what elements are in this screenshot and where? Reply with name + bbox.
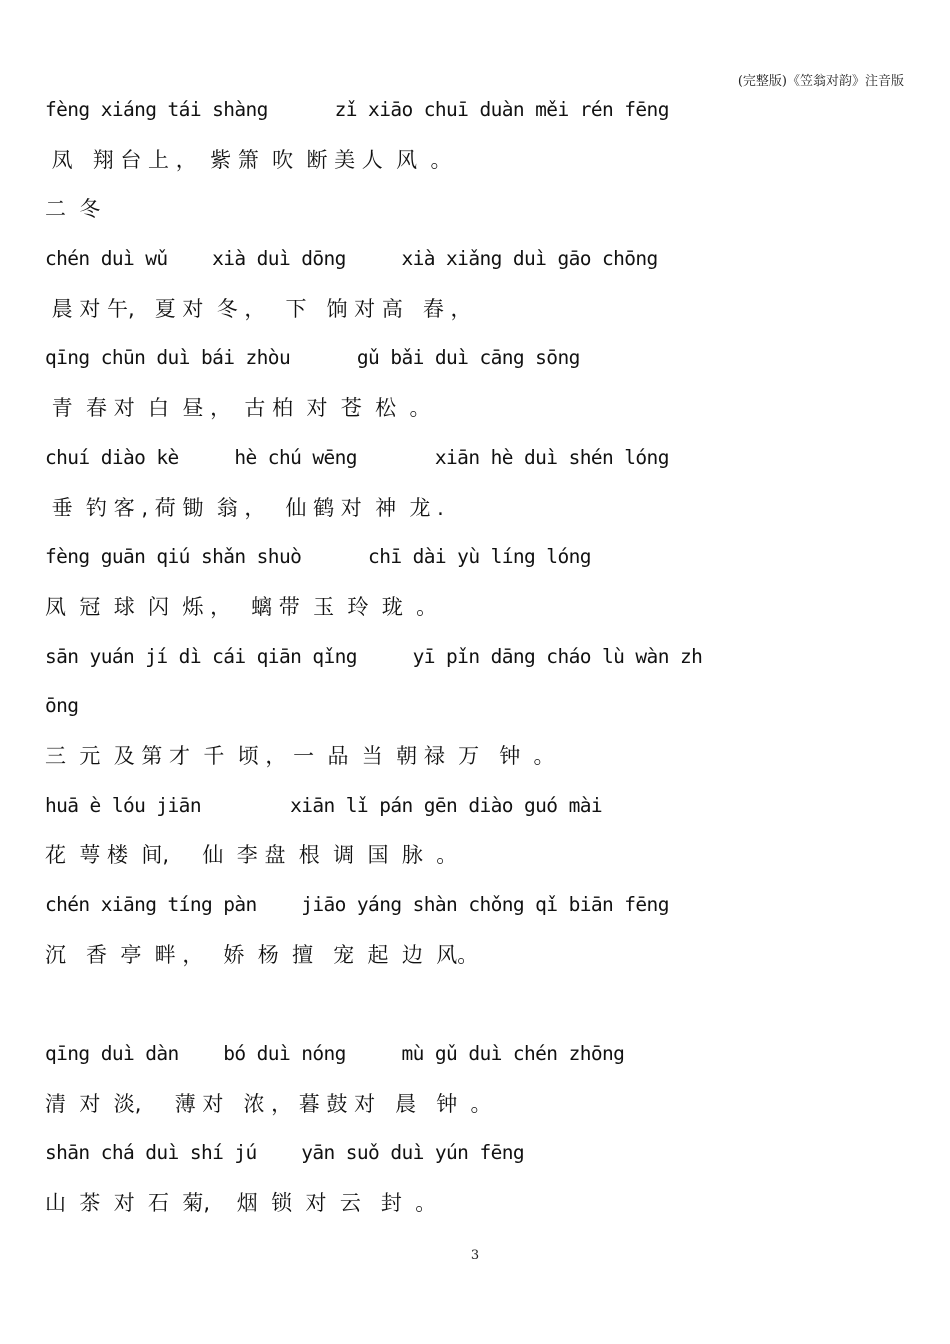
- pinyin-line: huā è lóu jiān xiān lǐ pán gēn diào guó mài: [45, 793, 602, 817]
- hanzi-line: 沉 香 亭 畔 ， 娇 杨 擅 宠 起 边 风。: [45, 942, 479, 967]
- pinyin-line-continued: ōng: [45, 694, 79, 718]
- pinyin-line: chén xiāng tíng pàn jiāo yáng shàn chǒng qǐ biān fēng: [45, 893, 669, 916]
- hanzi-line: 花 萼 楼 间, 仙 李 盘 根 调 国 脉 。: [45, 843, 458, 868]
- hanzi-line: 清 对 淡, 薄 对 浓 ， 暮 鼓 对 晨 钟 。: [45, 1091, 492, 1116]
- blank-line: [45, 986, 915, 1036]
- pinyin-line: sān yuán jí dì cái qiān qǐng yī pǐn dāng cháo lù wàn zh: [45, 644, 703, 668]
- pinyin-line: qīng chūn duì bái zhòu gǔ bǎi duì cāng sōng: [45, 346, 580, 370]
- document-header: (完整版)《笠翁对韵》注音版: [737, 74, 904, 89]
- pinyin-line: fèng xiáng tái shàng zǐ xiāo chuī duàn měi rén fēng: [45, 98, 669, 121]
- pinyin-line: qīng duì dàn bó duì nóng mù gǔ duì chén zhōng: [45, 1042, 625, 1066]
- pinyin-line: chuí diào kè hè chú wēng xiān hè duì shén lóng: [45, 445, 669, 469]
- hanzi-line: 垂 钓 客 , 荷 锄 翁 ， 仙 鹤 对 神 龙 .: [45, 495, 444, 520]
- hanzi-line: 青 春 对 白 昼 ， 古 柏 对 苍 松 。: [45, 396, 431, 421]
- pinyin-line: fèng guān qiú shǎn shuò chī dài yù líng lóng: [45, 545, 591, 569]
- hanzi-line: 凤 翔 台 上 ， 紫 箫 吹 断 美 人 风 。: [45, 147, 452, 172]
- pinyin-line: shān chá duì shí jú yān suǒ duì yún fēng: [45, 1141, 525, 1165]
- section-heading: 二 冬: [45, 197, 101, 222]
- page-number: 3: [470, 1248, 480, 1263]
- hanzi-line: 山 茶 对 石 菊, 烟 锁 对 云 封 。: [45, 1191, 437, 1216]
- hanzi-line: 三 元 及 第 才 千 顷 ， 一 品 当 朝 禄 万 钟 。: [45, 743, 555, 768]
- hanzi-line: 凤 冠 球 闪 烁 ， 螭 带 玉 玲 珑 。: [45, 594, 438, 619]
- pinyin-line: chén duì wǔ xià duì dōng xià xiǎng duì gāo chōng: [45, 247, 658, 271]
- document-body: [45, 92, 915, 1235]
- hanzi-line: 晨 对 午, 夏 对 冬 ， 下 饷 对 高 舂 ，: [45, 296, 472, 321]
